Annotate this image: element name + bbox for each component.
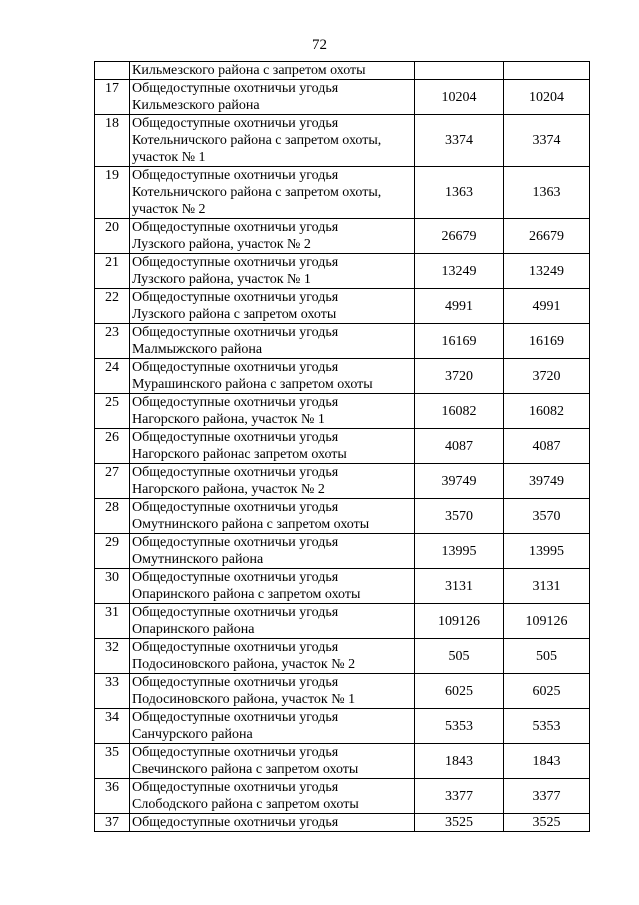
ground-name-line: Общедоступные охотничьи угодья bbox=[132, 640, 339, 655]
area-total-cell: 13995 bbox=[415, 534, 504, 569]
ground-name-line: участок № 1 bbox=[132, 150, 206, 165]
area-hunting-cell: 3131 bbox=[504, 569, 590, 604]
area-hunting-cell: 4087 bbox=[504, 429, 590, 464]
table-row bbox=[95, 534, 590, 569]
ground-name-line: Общедоступные охотничьи угодья bbox=[132, 116, 339, 131]
ground-name-cell bbox=[130, 464, 415, 499]
table-body bbox=[95, 62, 590, 832]
table-row bbox=[95, 167, 590, 219]
ground-name-cell bbox=[130, 62, 415, 80]
row-number: 26 bbox=[95, 429, 130, 464]
table-row bbox=[95, 499, 590, 534]
row-number: 35 bbox=[95, 744, 130, 779]
ground-name-line: Общедоступные охотничьи угодья bbox=[132, 535, 339, 550]
table-row bbox=[95, 254, 590, 289]
table-row bbox=[95, 639, 590, 674]
area-total-cell: 1843 bbox=[415, 744, 504, 779]
area-total-cell: 1363 bbox=[415, 167, 504, 219]
area-hunting-cell: 3374 bbox=[504, 115, 590, 167]
ground-name-line: Санчурского района bbox=[132, 727, 253, 742]
table-row bbox=[95, 569, 590, 604]
table-row bbox=[95, 394, 590, 429]
row-number: 37 bbox=[95, 814, 130, 832]
area-hunting-cell: 5353 bbox=[504, 709, 590, 744]
page-number: 72 bbox=[312, 37, 327, 53]
ground-name-cell bbox=[130, 80, 415, 115]
area-hunting-cell: 1363 bbox=[504, 167, 590, 219]
ground-name-line: Лузского района, участок № 1 bbox=[132, 272, 311, 287]
ground-name-line: Кильмезского района bbox=[132, 98, 260, 113]
area-total-cell: 13249 bbox=[415, 254, 504, 289]
ground-name-line: Нагорского района, участок № 1 bbox=[132, 412, 325, 427]
area-total-cell: 3131 bbox=[415, 569, 504, 604]
ground-name-cell bbox=[130, 254, 415, 289]
table-row bbox=[95, 429, 590, 464]
row-number: 22 bbox=[95, 289, 130, 324]
area-total-cell: 3374 bbox=[415, 115, 504, 167]
ground-name-line: Общедоступные охотничьи угодья bbox=[132, 500, 339, 515]
area-total-cell: 4991 bbox=[415, 289, 504, 324]
ground-name-cell bbox=[130, 115, 415, 167]
area-hunting-cell: 13249 bbox=[504, 254, 590, 289]
area-hunting-cell: 10204 bbox=[504, 80, 590, 115]
area-total-cell: 3525 bbox=[415, 814, 504, 832]
ground-name-cell bbox=[130, 779, 415, 814]
table-row bbox=[95, 464, 590, 499]
ground-name-line: Подосиновского района, участок № 1 bbox=[132, 692, 356, 707]
area-total-cell: 39749 bbox=[415, 464, 504, 499]
row-number: 24 bbox=[95, 359, 130, 394]
ground-name-line: Общедоступные охотничьи угодья bbox=[132, 220, 339, 235]
area-hunting-cell: 3570 bbox=[504, 499, 590, 534]
area-total-cell: 109126 bbox=[415, 604, 504, 639]
ground-name-cell bbox=[130, 709, 415, 744]
area-total-cell: 3720 bbox=[415, 359, 504, 394]
area-total-cell: 26679 bbox=[415, 219, 504, 254]
ground-name-cell bbox=[130, 219, 415, 254]
area-hunting-cell: 16169 bbox=[504, 324, 590, 359]
ground-name-cell bbox=[130, 324, 415, 359]
ground-name-line: Общедоступные охотничьи угодья bbox=[132, 290, 339, 305]
ground-name-cell bbox=[130, 674, 415, 709]
row-number: 32 bbox=[95, 639, 130, 674]
row-number: 28 bbox=[95, 499, 130, 534]
row-number bbox=[95, 62, 130, 80]
table-row bbox=[95, 324, 590, 359]
ground-name-line: Общедоступные охотничьи угодья bbox=[132, 430, 339, 445]
ground-name-cell bbox=[130, 744, 415, 779]
ground-name-line: Подосиновского района, участок № 2 bbox=[132, 657, 356, 672]
area-total-cell: 16169 bbox=[415, 324, 504, 359]
ground-name-line: Слободского района с запретом охоты bbox=[132, 797, 359, 812]
area-hunting-cell: 1843 bbox=[504, 744, 590, 779]
ground-name-cell bbox=[130, 359, 415, 394]
row-number: 23 bbox=[95, 324, 130, 359]
area-hunting-cell: 3720 bbox=[504, 359, 590, 394]
ground-name-line: Опаринского района bbox=[132, 622, 255, 637]
table-row bbox=[95, 115, 590, 167]
ground-name-line: Общедоступные охотничьи угодья bbox=[132, 745, 339, 760]
ground-name-line: Общедоступные охотничьи угодья bbox=[132, 168, 339, 183]
area-hunting-cell: 505 bbox=[504, 639, 590, 674]
ground-name-cell bbox=[130, 569, 415, 604]
ground-name-line: Общедоступные охотничьи угодья bbox=[132, 360, 339, 375]
ground-name-line: Малмыжского района bbox=[132, 342, 263, 357]
area-total-cell: 10204 bbox=[415, 80, 504, 115]
row-number: 17 bbox=[95, 80, 130, 115]
table-row bbox=[95, 219, 590, 254]
ground-name-line: Лузского района, участок № 2 bbox=[132, 237, 311, 252]
ground-name-line: Общедоступные охотничьи угодья bbox=[132, 570, 339, 585]
ground-name-cell bbox=[130, 639, 415, 674]
row-number: 30 bbox=[95, 569, 130, 604]
area-total-cell: 16082 bbox=[415, 394, 504, 429]
table-row bbox=[95, 814, 590, 832]
row-number: 19 bbox=[95, 167, 130, 219]
ground-name-line: Нагорского района, участок № 2 bbox=[132, 482, 325, 497]
row-number: 34 bbox=[95, 709, 130, 744]
ground-name-line: Омутнинского района с запретом охоты bbox=[132, 517, 370, 532]
table-row bbox=[95, 744, 590, 779]
ground-name-line: Мурашинского района с запретом охоты bbox=[132, 377, 373, 392]
area-hunting-cell: 109126 bbox=[504, 604, 590, 639]
area-hunting-cell: 3525 bbox=[504, 814, 590, 832]
ground-name-line: Котельничского района с запретом охоты, bbox=[132, 133, 382, 148]
row-number: 20 bbox=[95, 219, 130, 254]
ground-name-line: Общедоступные охотничьи угодья bbox=[132, 325, 339, 340]
ground-name-cell bbox=[130, 499, 415, 534]
row-number: 31 bbox=[95, 604, 130, 639]
table-row bbox=[95, 674, 590, 709]
table-row bbox=[95, 359, 590, 394]
ground-name-line: Общедоступные охотничьи угодья bbox=[132, 255, 339, 270]
table-row bbox=[95, 62, 590, 80]
ground-name-cell bbox=[130, 167, 415, 219]
area-hunting-cell: 13995 bbox=[504, 534, 590, 569]
ground-name-line: Свечинского района с запретом охоты bbox=[132, 762, 359, 777]
area-total-cell: 505 bbox=[415, 639, 504, 674]
ground-name-cell bbox=[130, 534, 415, 569]
ground-name-line: Общедоступные охотничьи угодья bbox=[132, 465, 339, 480]
ground-name-line: Общедоступные охотничьи угодья bbox=[132, 710, 339, 725]
ground-name-cell bbox=[130, 604, 415, 639]
ground-name-line: Общедоступные охотничьи угодья bbox=[132, 815, 339, 830]
hunting-grounds-table bbox=[94, 61, 590, 832]
table-row bbox=[95, 289, 590, 324]
row-number: 25 bbox=[95, 394, 130, 429]
area-hunting-cell: 26679 bbox=[504, 219, 590, 254]
area-total-cell: 4087 bbox=[415, 429, 504, 464]
table-row bbox=[95, 604, 590, 639]
area-hunting-cell: 16082 bbox=[504, 394, 590, 429]
ground-name-cell bbox=[130, 289, 415, 324]
row-number: 29 bbox=[95, 534, 130, 569]
ground-name-line: Кильмезского района с запретом охоты bbox=[132, 63, 366, 78]
ground-name-cell bbox=[130, 429, 415, 464]
area-total-cell bbox=[415, 62, 504, 80]
table-row bbox=[95, 709, 590, 744]
ground-name-line: Котельничского района с запретом охоты, bbox=[132, 185, 382, 200]
row-number: 18 bbox=[95, 115, 130, 167]
row-number: 36 bbox=[95, 779, 130, 814]
ground-name-line: Лузского района с запретом охоты bbox=[132, 307, 337, 322]
area-hunting-cell: 39749 bbox=[504, 464, 590, 499]
ground-name-line: Общедоступные охотничьи угодья bbox=[132, 605, 339, 620]
ground-name-cell bbox=[130, 394, 415, 429]
area-total-cell: 6025 bbox=[415, 674, 504, 709]
area-total-cell: 3570 bbox=[415, 499, 504, 534]
ground-name-line: Общедоступные охотничьи угодья bbox=[132, 81, 339, 96]
ground-name-line: Опаринского района с запретом охоты bbox=[132, 587, 361, 602]
ground-name-line: участок № 2 bbox=[132, 202, 206, 217]
area-hunting-cell: 6025 bbox=[504, 674, 590, 709]
ground-name-cell bbox=[130, 814, 415, 832]
row-number: 33 bbox=[95, 674, 130, 709]
area-total-cell: 5353 bbox=[415, 709, 504, 744]
ground-name-line: Нагорского районас запретом охоты bbox=[132, 447, 347, 462]
row-number: 27 bbox=[95, 464, 130, 499]
row-number: 21 bbox=[95, 254, 130, 289]
area-hunting-cell: 4991 bbox=[504, 289, 590, 324]
ground-name-line: Общедоступные охотничьи угодья bbox=[132, 395, 339, 410]
area-hunting-cell bbox=[504, 62, 590, 80]
area-total-cell: 3377 bbox=[415, 779, 504, 814]
area-hunting-cell: 3377 bbox=[504, 779, 590, 814]
ground-name-line: Омутнинского района bbox=[132, 552, 264, 567]
table-row bbox=[95, 80, 590, 115]
ground-name-line: Общедоступные охотничьи угодья bbox=[132, 675, 339, 690]
ground-name-line: Общедоступные охотничьи угодья bbox=[132, 780, 339, 795]
table-row bbox=[95, 779, 590, 814]
